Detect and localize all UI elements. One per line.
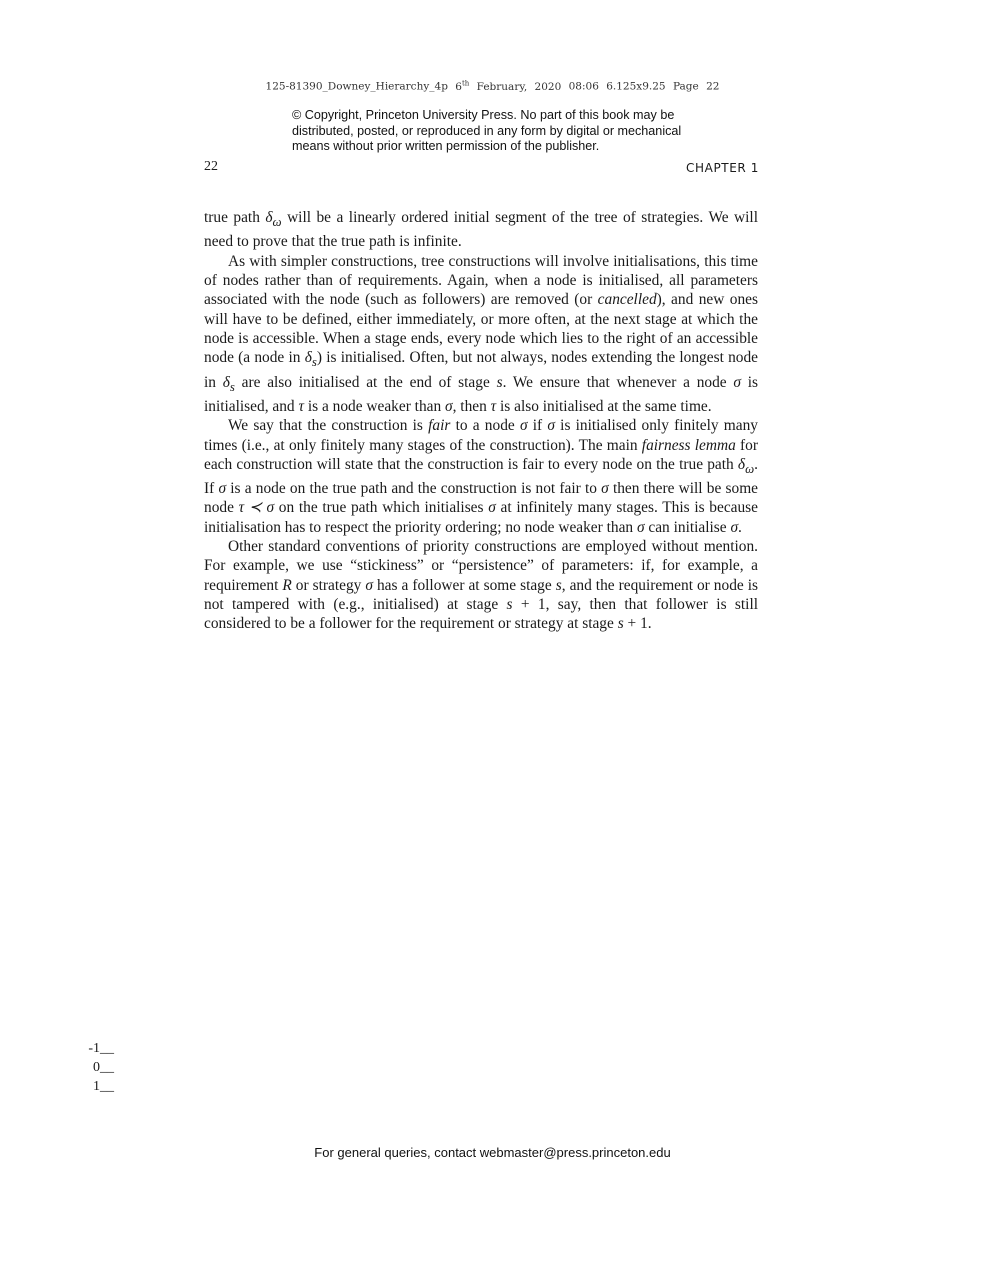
running-head: CHAPTER 1 [686, 161, 759, 175]
line-number: 1__ [93, 1079, 114, 1094]
slug-time: 08:06 [568, 80, 599, 93]
footer-contact: For general queries, contact webmaster@press.princeton.edu [314, 1145, 671, 1160]
paragraph: Other standard conventions of priority constructions are employed without mention. For example, we use “stickiness” or “persistence” of parameters: if, for example, a requirement R or strategy σ has a follower at some stage s, and the requirement or node is not tampered with (e.g., initialised) at stage s + 1, say, then that follower is still considered to be a follower for the requirement or strategy at stage s + 1. [204, 538, 758, 633]
margin-line-numbers [84, 1039, 114, 1096]
slug-trim: 6.125x9.25 [606, 80, 666, 93]
line-number: -1__ [88, 1041, 114, 1056]
copyright-line: means without prior written permission of the publisher. [292, 139, 600, 153]
paragraph: true path $\delta_\omega$ will be a linearly ordered initial segment of the tree of strategies. We will need to prove that the true path is infinite. [204, 209, 758, 251]
copyright-line: distributed, posted, or reproduced in any form by digital or mechanical [292, 123, 682, 138]
copyright-notice [292, 108, 732, 155]
slug-date: 6th February, 2020 [455, 79, 562, 93]
copyright-line: © Copyright, Princeton University Press. No part of this book may be [292, 108, 675, 122]
line-number: 0__ [93, 1060, 114, 1075]
slug-job: 125-81390_Downey_Hierarchy_4p [265, 80, 448, 93]
paragraph: As with simpler constructions, tree constructions will involve initialisations, this time of nodes rather than of requirements. Again, when a node is initialised, all parameters associated with the node (such as followers) are removed (or cancelled), and new ones will have to be defined, either immediately, or more often, at the next stage at which the node is accessible. When a stage ends, every node which lies to the right of an accessible node (a node in $\delta_s$) is initialised. Often, but not always, nodes extending the longest node in $\delta_s$ are also initialised at the end of stage s. We ensure that whenever a node σ is initialised, and τ is a node weaker than σ, then τ is also initialised at the same time. [204, 252, 758, 415]
body-text [204, 208, 758, 634]
print-slug [0, 79, 985, 93]
page-number: 22 [204, 159, 218, 174]
slug-page: Page 22 [672, 80, 720, 93]
paragraph: We say that the construction is fair to a node σ if σ is initialised only finitely many times (i.e., at only finitely many stages of the construction). The main fairness lemma for each construction will state that the construction is fair to every node on the true path $\delta_\omega$. If σ is a node on the true path and the construction is not fair to σ then there will be some node τ ≺ σ on the true path which initialises σ at infinitely many stages. This is because initialisation has to respect the priority ordering; no node weaker than σ can initialise σ. [204, 417, 758, 536]
